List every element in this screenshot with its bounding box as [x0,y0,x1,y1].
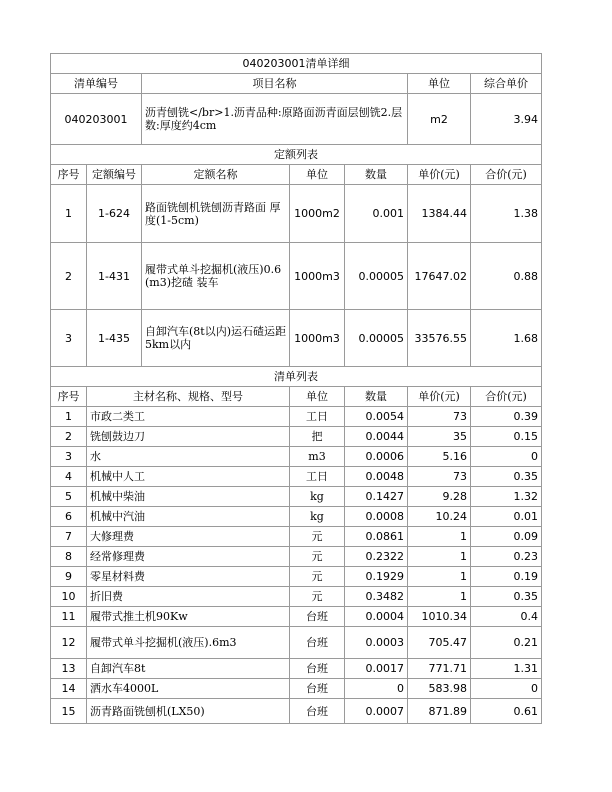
material-qty: 0.0007 [345,699,408,724]
material-unit: 元 [290,547,345,567]
material-no: 10 [51,587,87,607]
name-header: 项目名称 [142,74,408,94]
material-qty: 0.2322 [345,547,408,567]
material-unit: 元 [290,587,345,607]
material-price: 771.71 [408,659,471,679]
quota-name: 自卸汽车(8t以内)运石碴运距5km以内 [142,310,290,367]
material-total: 1.32 [471,487,542,507]
material-unit: 台班 [290,627,345,659]
material-qty: 0.0054 [345,407,408,427]
material-qty: 0.3482 [345,587,408,607]
item-row [51,94,542,145]
material-price: 1010.34 [408,607,471,627]
quota-name: 路面铣刨机铣刨沥青路面 厚度(1-5cm) [142,185,290,243]
item-unit: m2 [408,94,471,145]
material-name: 零星材料费 [87,567,290,587]
material-price: 73 [408,407,471,427]
quota-row [51,310,542,367]
quota-code: 1-624 [87,185,142,243]
quota-header-no: 序号 [51,165,87,185]
material-price: 583.98 [408,679,471,699]
material-unit: 台班 [290,607,345,627]
material-total: 0.35 [471,587,542,607]
material-unit: 工日 [290,467,345,487]
quota-header-total: 合价(元) [471,165,542,185]
material-header-unit: 单位 [290,387,345,407]
material-no: 2 [51,427,87,447]
quota-unit: 1000m3 [290,243,345,310]
quota-header-name: 定额名称 [142,165,290,185]
material-no: 5 [51,487,87,507]
quota-header-qty: 数量 [345,165,408,185]
material-unit: 把 [290,427,345,447]
material-unit: kg [290,487,345,507]
item-name: 沥青刨铣</br>1.沥青品种:原路面沥青面层刨铣2.层数:厚度约4cm [142,94,408,145]
material-unit: 台班 [290,679,345,699]
material-qty: 0.0861 [345,527,408,547]
material-header-price: 单价(元) [408,387,471,407]
quota-header-row [51,165,542,185]
material-price: 35 [408,427,471,447]
item-header-row [51,74,542,94]
material-name: 市政二类工 [87,407,290,427]
material-unit: m3 [290,447,345,467]
material-header-total: 合价(元) [471,387,542,407]
quota-header-code: 定额编号 [87,165,142,185]
material-total: 0 [471,447,542,467]
material-qty: 0.0003 [345,627,408,659]
quota-price: 17647.02 [408,243,471,310]
material-unit: 元 [290,567,345,587]
material-no: 11 [51,607,87,627]
material-section-row [51,367,542,387]
material-unit: 工日 [290,407,345,427]
material-price: 73 [408,467,471,487]
material-row [51,507,542,527]
material-price: 9.28 [408,487,471,507]
material-no: 12 [51,627,87,659]
quota-row [51,185,542,243]
quota-code: 1-435 [87,310,142,367]
material-name: 履带式推土机90Kw [87,607,290,627]
material-total: 0.23 [471,547,542,567]
quota-code: 1-431 [87,243,142,310]
material-total: 0 [471,679,542,699]
quota-no: 2 [51,243,87,310]
quota-price: 1384.44 [408,185,471,243]
material-name: 沥青路面铣刨机(LX50) [87,699,290,724]
material-price: 871.89 [408,699,471,724]
material-row [51,567,542,587]
material-header-name: 主材名称、规格、型号 [87,387,290,407]
quota-unit: 1000m3 [290,310,345,367]
material-total: 1.31 [471,659,542,679]
material-row [51,527,542,547]
material-name: 自卸汽车8t [87,659,290,679]
quota-row [51,243,542,310]
material-total: 0.19 [471,567,542,587]
quota-qty: 0.001 [345,185,408,243]
quota-header-unit: 单位 [290,165,345,185]
quota-total: 1.68 [471,310,542,367]
unit-header: 单位 [408,74,471,94]
material-name: 大修理费 [87,527,290,547]
material-qty: 0.0006 [345,447,408,467]
material-header-row [51,387,542,407]
material-row [51,447,542,467]
material-row [51,547,542,567]
quota-header-price: 单价(元) [408,165,471,185]
material-qty: 0.0008 [345,507,408,527]
code-header: 清单编号 [51,74,142,94]
material-header-qty: 数量 [345,387,408,407]
material-price: 1 [408,567,471,587]
material-row [51,679,542,699]
material-total: 0.4 [471,607,542,627]
material-total: 0.09 [471,527,542,547]
material-price: 10.24 [408,507,471,527]
material-total: 0.35 [471,467,542,487]
material-total: 0.01 [471,507,542,527]
material-row [51,627,542,659]
material-no: 4 [51,467,87,487]
material-no: 14 [51,679,87,699]
quota-name: 履带式单斗挖掘机(液压)0.6(m3)挖碴 装车 [142,243,290,310]
material-unit: kg [290,507,345,527]
material-no: 9 [51,567,87,587]
material-qty: 0.0048 [345,467,408,487]
material-row [51,407,542,427]
material-price: 1 [408,587,471,607]
title-row [51,54,542,74]
material-no: 8 [51,547,87,567]
material-total: 0.39 [471,407,542,427]
material-name: 水 [87,447,290,467]
material-no: 15 [51,699,87,724]
quota-section-title: 定额列表 [51,145,542,165]
material-total: 0.61 [471,699,542,724]
quota-no: 3 [51,310,87,367]
quota-unit: 1000m2 [290,185,345,243]
material-no: 6 [51,507,87,527]
material-price: 1 [408,527,471,547]
material-price: 5.16 [408,447,471,467]
material-qty: 0.0044 [345,427,408,447]
material-row [51,487,542,507]
material-qty: 0.0004 [345,607,408,627]
material-name: 洒水车4000L [87,679,290,699]
material-section-title: 清单列表 [51,367,542,387]
material-name: 机械中柴油 [87,487,290,507]
material-row [51,427,542,447]
material-name: 经常修理费 [87,547,290,567]
material-qty: 0.1427 [345,487,408,507]
material-no: 7 [51,527,87,547]
quota-qty: 0.00005 [345,310,408,367]
quota-no: 1 [51,185,87,243]
quota-total: 0.88 [471,243,542,310]
quota-total: 1.38 [471,185,542,243]
material-name: 铣刨鼓边刀 [87,427,290,447]
material-row [51,659,542,679]
price-header: 综合单价 [471,74,542,94]
material-no: 13 [51,659,87,679]
material-row [51,467,542,487]
item-price: 3.94 [471,94,542,145]
material-unit: 元 [290,527,345,547]
material-row [51,587,542,607]
material-price: 1 [408,547,471,567]
material-unit: 台班 [290,699,345,724]
quota-price: 33576.55 [408,310,471,367]
material-row [51,699,542,724]
material-name: 折旧费 [87,587,290,607]
quota-qty: 0.00005 [345,243,408,310]
material-qty: 0.1929 [345,567,408,587]
item-code: 040203001 [51,94,142,145]
material-unit: 台班 [290,659,345,679]
table-title: 040203001清单详细 [51,54,542,74]
material-total: 0.21 [471,627,542,659]
material-row [51,607,542,627]
material-no: 1 [51,407,87,427]
material-qty: 0 [345,679,408,699]
material-price: 705.47 [408,627,471,659]
material-qty: 0.0017 [345,659,408,679]
bill-detail-table [50,53,542,724]
material-header-no: 序号 [51,387,87,407]
quota-section-row [51,145,542,165]
material-name: 履带式单斗挖掘机(液压).6m3 [87,627,290,659]
material-name: 机械中人工 [87,467,290,487]
material-no: 3 [51,447,87,467]
material-total: 0.15 [471,427,542,447]
material-name: 机械中汽油 [87,507,290,527]
